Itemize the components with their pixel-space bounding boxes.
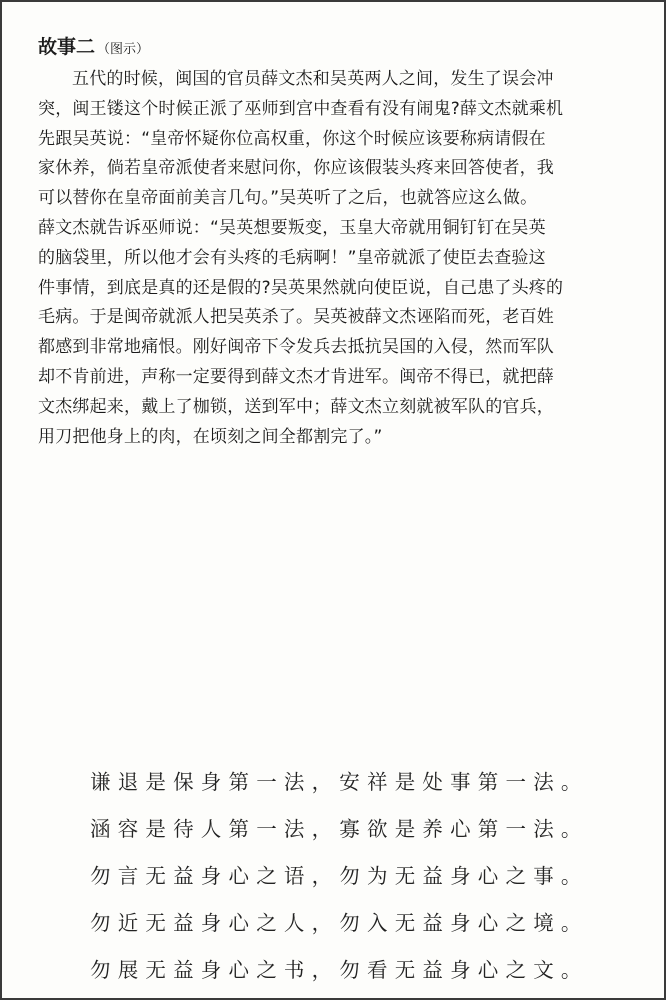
story-line: 五代的时候，闽国的官员薛文杰和吴英两人之间，发生了误会冲 <box>72 69 554 89</box>
story-line: 家休养，倘若皇帝派使者来慰问你，你应该假装头疼来回答使者，我 <box>38 158 554 179</box>
story-title <box>38 32 638 65</box>
story-line: 毛病。于是闽帝就派人把吴英杀了。吴英被薛文杰诬陷而死，老百姓 <box>38 307 554 328</box>
story-subtitle: （图示） <box>97 42 150 57</box>
story-line: 却不肯前进，声称一定要得到薛文杰才肯进军。闽帝不得已，就把薛 <box>38 366 554 387</box>
story-title-text: 故事二 <box>38 36 96 58</box>
maxim-line: 谦退是保身第一法，安祥是处事第一法。 <box>90 770 589 794</box>
maxim-line: 涵容是待人第一法，寡欲是养心第一法。 <box>90 817 589 841</box>
story-line: 的脑袋里，所以他才会有头疼的毛病啊！”皇帝就派了使臣去查验这 <box>38 247 546 268</box>
story-line: 薛文杰就告诉巫师说：“吴英想要叛变，玉皇大帝就用铜钉钉在吴英 <box>38 217 546 238</box>
story-line: 突，闽王镂这个时候正派了巫师到宫中查看有没有闹鬼?薛文杰就乘机 <box>38 98 564 119</box>
maxim-line: 勿展无益身心之书，勿看无益身心之文。 <box>90 958 589 982</box>
story-section <box>38 32 638 452</box>
story-line: 件事情，到底是真的还是假的?吴英果然就向使臣说，自己患了头疼的 <box>38 277 564 298</box>
story-line: 用刀把他身上的肉，在顷刻之间全都割完了。” <box>38 426 383 447</box>
story-line: 文杰绑起来，戴上了枷锁，送到军中；薛文杰立刻就被军队的官兵， <box>38 396 554 417</box>
story-line: 先跟吴英说：“皇帝怀疑你位高权重，你这个时候应该要称病请假在 <box>38 128 546 149</box>
maxim-line: 勿近无益身心之人，勿入无益身心之境。 <box>90 911 589 935</box>
story-line: 都感到非常地痛恨。刚好闽帝下令发兵去抵抗吴国的入侵，然而军队 <box>38 337 554 358</box>
maxim-line: 勿言无益身心之语，勿为无益身心之事。 <box>90 864 589 888</box>
maxims-section <box>90 759 630 994</box>
story-line: 可以替你在皇帝面前美言几句。”吴英听了之后，也就答应这么做。 <box>38 188 538 209</box>
